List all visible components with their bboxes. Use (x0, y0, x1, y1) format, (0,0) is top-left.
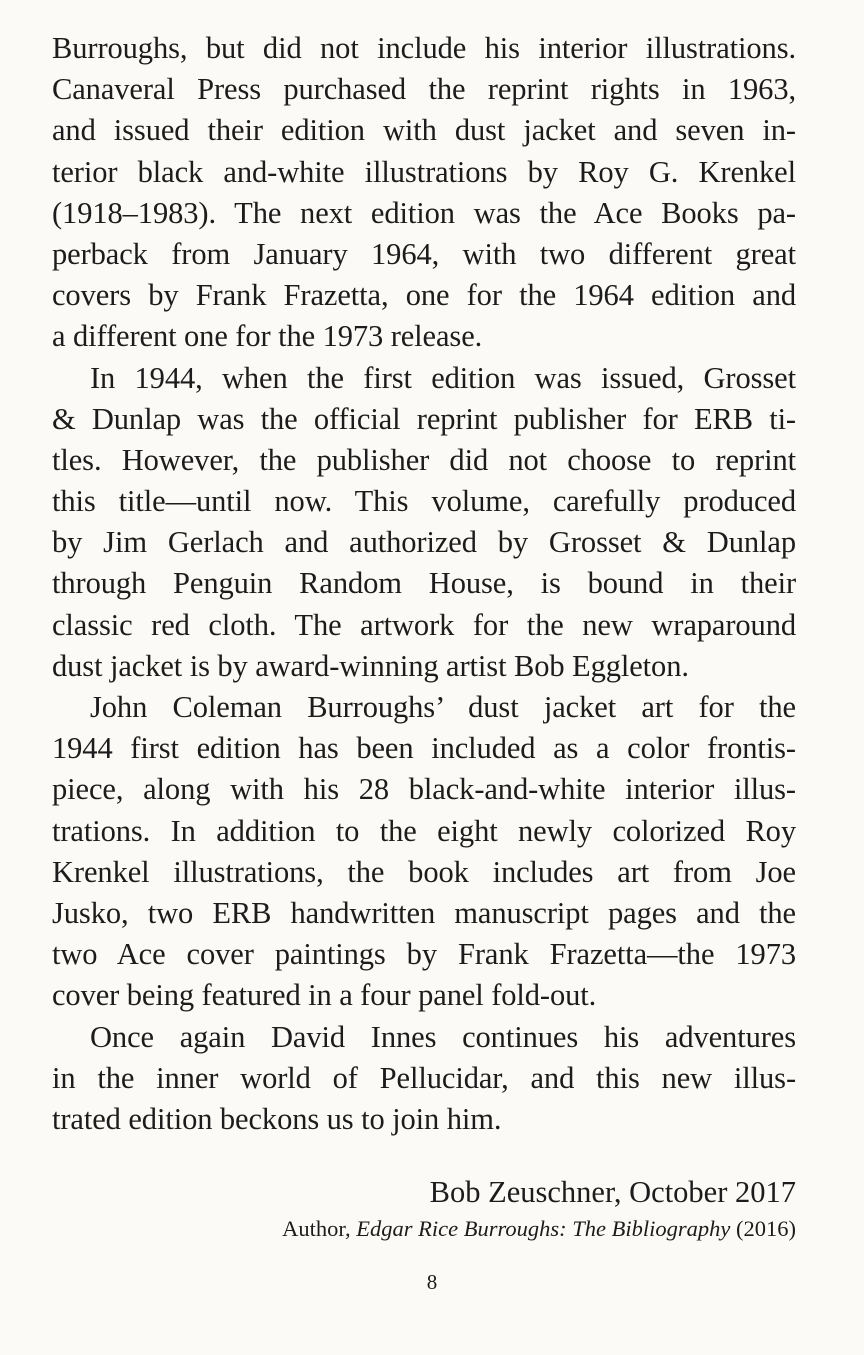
text-line: terior black and-white illustrations by Roy G. Krenkel (52, 154, 796, 189)
book-year: (2016) (730, 1216, 796, 1241)
text-line: through Penguin Random House, is bound in their (52, 566, 796, 601)
author-credit-prefix: Author, (282, 1216, 357, 1241)
paragraph (52, 358, 796, 688)
text-line: by Jim Gerlach and authorized by Grosset & Dunlap (52, 525, 796, 560)
text-line: covers by Frank Frazetta, one for the 1964 edition and (52, 278, 796, 313)
text-line: Krenkel illustrations, the book includes art from Joe (52, 854, 796, 889)
text-line: trated edition beckons us to join him. (52, 1101, 502, 1136)
text-line: John Coleman Burroughs’ dust jacket art for the (90, 690, 796, 724)
signature-name-date: Bob Zeuschner, October 2017 (429, 1175, 796, 1209)
text-line: Jusko, two ERB handwritten manuscript pages and the (52, 895, 796, 930)
text-line: In 1944, when the first edition was issued, Grosset (90, 360, 796, 395)
text-line: piece, along with his 28 black-and-white interior illus- (52, 772, 796, 807)
paragraph (52, 687, 796, 1017)
text-line: (1918–1983). The next edition was the Ace Books pa- (52, 195, 796, 230)
text-line: trations. In addition to the eight newly colorized Roy (52, 813, 796, 848)
book-title: Edgar Rice Burroughs: The Bibliography (356, 1216, 731, 1241)
text-line: classic red cloth. The artwork for the new wraparound (52, 607, 796, 642)
text-line: a different one for the 1973 release. (52, 319, 483, 354)
text-line: 1944 first edition has been included as a color frontis- (52, 731, 796, 766)
text-line: Burroughs, but did not include his interior illustrations. (52, 31, 796, 65)
paragraph (52, 28, 796, 358)
text-line: Once again David Innes continues his adventures (90, 1019, 796, 1054)
paragraph (52, 1017, 796, 1141)
text-line: in the inner world of Pellucidar, and this new illus- (52, 1060, 796, 1095)
signature-author-credit (282, 1212, 796, 1246)
text-line: dust jacket is by award-winning artist Bob Eggleton. (52, 648, 689, 683)
page-number: 8 (426, 1270, 438, 1294)
text-line: cover being featured in a four panel fold-out. (52, 978, 597, 1013)
text-line: two Ace cover paintings by Frank Frazetta—the 1973 (52, 937, 796, 972)
text-line: and issued their edition with dust jacket and seven in- (52, 113, 796, 148)
signature-block (282, 1172, 796, 1246)
text-line: & Dunlap was the official reprint publisher for ERB ti- (52, 401, 796, 436)
text-line: perback from January 1964, with two different great (52, 236, 796, 271)
body-text (52, 28, 796, 1140)
text-line: this title—until now. This volume, carefully produced (52, 484, 796, 519)
text-line: tles. However, the publisher did not choose to reprint (52, 442, 796, 477)
text-line: Canaveral Press purchased the reprint rights in 1963, (52, 72, 796, 107)
